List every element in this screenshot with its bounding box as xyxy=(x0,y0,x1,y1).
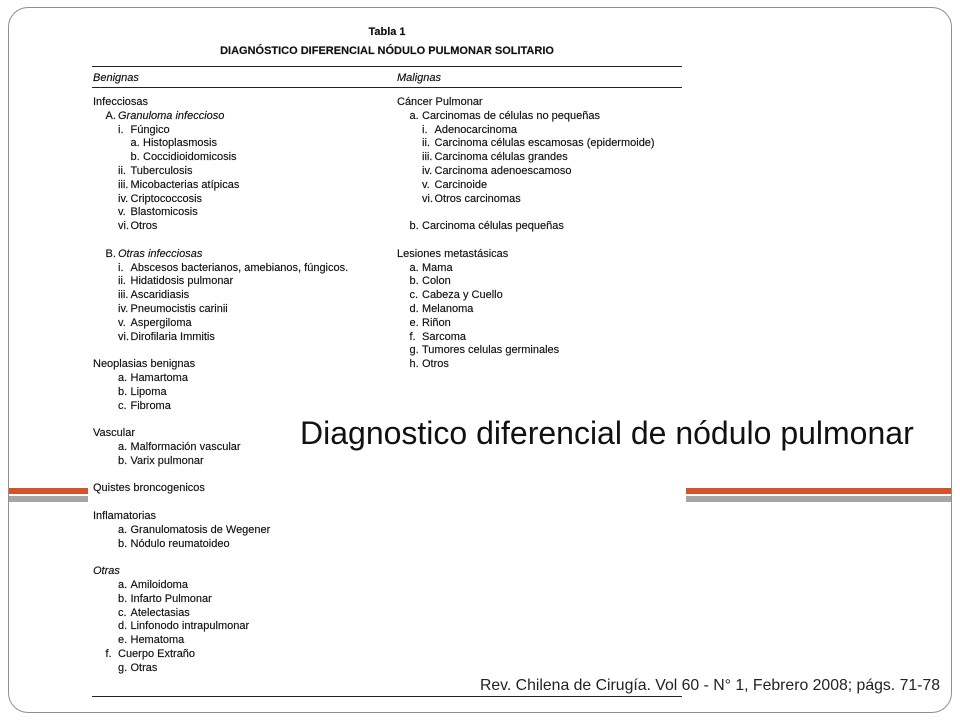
list-item xyxy=(93,289,393,303)
list-item-label: Otros xyxy=(130,220,158,233)
list-marker: v. xyxy=(118,206,126,219)
column-malignas xyxy=(397,96,682,372)
list-item-label: Carcinoma células escamosas (epidermoide) xyxy=(434,137,655,150)
list-item xyxy=(397,151,682,165)
list-marker: f. xyxy=(409,330,416,343)
list-item-label: Cáncer Pulmonar xyxy=(397,96,483,109)
category-heading xyxy=(93,565,393,579)
list-item xyxy=(93,262,393,276)
list-marker: iii. xyxy=(118,289,129,302)
list-marker: iii. xyxy=(118,178,129,191)
list-item xyxy=(93,579,393,593)
list-marker: vi. xyxy=(118,330,129,343)
list-block xyxy=(397,220,682,234)
column-header-malignas: Malignas xyxy=(397,72,442,84)
list-item-label: Micobacterias atípicas xyxy=(130,178,240,191)
list-marker: iii. xyxy=(422,151,433,164)
list-item-label: Atelectasias xyxy=(130,606,190,619)
list-item xyxy=(93,124,393,138)
list-item-label: Nódulo reumatoideo xyxy=(130,537,230,550)
list-marker: g. xyxy=(118,661,128,674)
list-marker: a. xyxy=(118,441,128,454)
category-heading xyxy=(93,482,393,496)
list-item xyxy=(397,303,682,317)
list-marker: a. xyxy=(118,372,128,385)
table-header-rule xyxy=(92,87,682,88)
list-item xyxy=(93,620,393,634)
list-item xyxy=(93,331,393,345)
list-marker: a. xyxy=(409,109,419,122)
list-item xyxy=(397,275,682,289)
source-citation: Rev. Chilena de Cirugía. Vol 60 - N° 1, Febrero 2008; págs. 71-78 xyxy=(479,677,940,694)
list-item-label: Carcinoide xyxy=(434,178,488,191)
list-marker: e. xyxy=(409,316,419,329)
list-marker: c. xyxy=(118,399,127,412)
list-marker: g. xyxy=(409,344,419,357)
list-marker: i. xyxy=(422,123,428,136)
list-marker: i. xyxy=(118,261,124,274)
list-item-label: Fibroma xyxy=(130,399,171,412)
list-marker: vi. xyxy=(422,192,433,205)
list-item-label: Criptococcosis xyxy=(130,192,203,205)
list-item xyxy=(93,137,393,151)
list-marker: a. xyxy=(118,523,128,536)
list-item xyxy=(93,206,393,220)
list-item xyxy=(93,538,393,552)
list-item xyxy=(93,303,393,317)
list-item-label: Cuerpo Extraño xyxy=(118,647,196,660)
list-item-label: Tumores celulas germinales xyxy=(422,344,560,357)
list-item-label: Pneumocistis carinii xyxy=(130,303,228,316)
list-item-label: Ascaridiasis xyxy=(130,289,190,302)
list-marker: ii. xyxy=(118,275,126,288)
list-marker: c. xyxy=(118,606,127,619)
table-title: DIAGNÓSTICO DIFERENCIAL NÓDULO PULMONAR SOLITARIO xyxy=(220,45,554,57)
list-item-label: Lesiones metastásicas xyxy=(397,247,509,260)
list-marker: ii. xyxy=(422,137,430,150)
list-item-label: Sarcoma xyxy=(422,330,467,343)
list-marker: iv. xyxy=(118,303,129,316)
list-marker: b. xyxy=(409,275,419,288)
list-block xyxy=(93,248,393,345)
list-item xyxy=(397,193,682,207)
category-heading xyxy=(397,248,682,262)
list-item-label: Blastomicosis xyxy=(130,206,198,219)
list-item-label: Hamartoma xyxy=(130,372,188,385)
list-item-label: Melanoma xyxy=(422,303,474,316)
list-item xyxy=(93,248,393,262)
list-item xyxy=(397,358,682,372)
list-item xyxy=(397,165,682,179)
list-item-label: Otras xyxy=(130,661,158,674)
list-item xyxy=(93,593,393,607)
list-marker: b. xyxy=(130,151,140,164)
list-item xyxy=(93,607,393,621)
list-item xyxy=(93,524,393,538)
list-block xyxy=(93,565,393,675)
list-marker: b. xyxy=(118,537,128,550)
list-item xyxy=(93,110,393,124)
list-item-label: Amiloidoma xyxy=(130,578,188,591)
list-item xyxy=(93,275,393,289)
list-item-label: Otras infecciosas xyxy=(118,247,203,260)
list-item-label: Cabeza y Cuello xyxy=(422,289,503,302)
list-item xyxy=(93,220,393,234)
list-item xyxy=(93,386,393,400)
list-item-label: Carcinoma células pequeñas xyxy=(422,220,564,233)
list-marker: i. xyxy=(118,123,124,136)
list-marker: v. xyxy=(118,316,126,329)
list-item-label: Adenocarcinoma xyxy=(434,123,518,136)
list-item xyxy=(397,262,682,276)
list-marker: c. xyxy=(409,289,419,302)
list-item-label: Carcinoma células grandes xyxy=(434,151,568,164)
category-heading xyxy=(93,358,393,372)
list-item-label: Lipoma xyxy=(130,385,167,398)
category-heading xyxy=(93,510,393,524)
list-item-label: Infecciosas xyxy=(93,96,149,109)
list-marker: b. xyxy=(118,454,128,467)
list-marker: b. xyxy=(118,592,128,605)
list-item-label: Hematoma xyxy=(130,634,185,647)
list-item-label: Varix pulmonar xyxy=(130,454,204,467)
list-marker: b. xyxy=(118,385,128,398)
list-marker: a. xyxy=(118,578,128,591)
list-item xyxy=(397,331,682,345)
list-item xyxy=(93,372,393,386)
list-marker: b. xyxy=(409,220,419,233)
list-marker: e. xyxy=(118,634,128,647)
list-marker: a. xyxy=(130,137,140,150)
list-item-label: Fúngico xyxy=(130,123,170,136)
column-benignas xyxy=(93,96,393,675)
list-item-label: Carcinomas de células no pequeñas xyxy=(422,109,600,122)
list-block xyxy=(93,96,393,234)
table-top-rule xyxy=(92,66,682,67)
list-marker: vi. xyxy=(118,220,129,233)
list-item xyxy=(93,317,393,331)
list-marker: f. xyxy=(105,647,112,660)
list-item xyxy=(397,137,682,151)
slide-title: Diagnostico diferencial de nódulo pulmonar xyxy=(300,415,914,451)
list-item-label: Malformación vascular xyxy=(130,441,241,454)
list-item xyxy=(93,648,393,662)
table-image xyxy=(88,14,686,704)
list-item-label: Neoplasias benignas xyxy=(93,358,196,371)
list-marker: ii. xyxy=(118,165,126,178)
list-item-label: Granuloma infeccioso xyxy=(118,109,225,122)
list-block xyxy=(93,482,393,496)
list-item-label: Otras xyxy=(93,565,120,578)
list-item xyxy=(397,220,682,234)
list-item-label: Inflamatorias xyxy=(93,510,156,522)
list-item-label: Quistes broncogenicos xyxy=(93,482,205,495)
list-item-label: Histoplasmosis xyxy=(143,137,217,150)
list-item-label: Mama xyxy=(422,261,453,274)
list-marker: B. xyxy=(105,247,116,260)
list-item xyxy=(397,124,682,138)
list-item xyxy=(93,662,393,676)
list-marker: h. xyxy=(409,358,419,371)
list-item-label: Riñon xyxy=(422,316,451,329)
list-item xyxy=(93,179,393,193)
list-item xyxy=(397,289,682,303)
list-item xyxy=(93,455,393,469)
list-item-label: Vascular xyxy=(93,427,135,440)
list-item-label: Granulomatosis de Wegener xyxy=(130,523,271,536)
list-item xyxy=(397,317,682,331)
list-marker: A. xyxy=(105,109,116,122)
list-item-label: Otros carcinomas xyxy=(434,192,521,205)
list-item xyxy=(397,344,682,358)
list-item-label: Linfonodo intrapulmonar xyxy=(130,620,250,633)
list-marker: iv. xyxy=(422,165,433,178)
list-item-label: Otros xyxy=(422,358,449,371)
category-heading xyxy=(397,96,682,110)
list-item-label: Coccidioidomicosis xyxy=(143,151,237,164)
list-item xyxy=(397,179,682,193)
list-item-label: Abscesos bacterianos, amebianos, fúngicos. xyxy=(130,261,349,274)
list-item-label: Carcinoma adenoescamoso xyxy=(434,165,572,178)
list-item-label: Hidatidosis pulmonar xyxy=(130,275,234,288)
list-item xyxy=(93,193,393,207)
list-marker: v. xyxy=(422,178,430,191)
list-item-label: Dirofilaria Immitis xyxy=(130,330,215,343)
list-item xyxy=(397,110,682,124)
list-item xyxy=(93,400,393,414)
list-block xyxy=(397,248,682,372)
list-marker: d. xyxy=(118,620,128,633)
list-item-label: Infarto Pulmonar xyxy=(130,592,212,605)
list-item xyxy=(93,634,393,648)
table-label: Tabla 1 xyxy=(368,26,406,38)
table-bottom-rule xyxy=(92,696,682,697)
list-block xyxy=(93,510,393,551)
list-item-label: Tuberculosis xyxy=(130,165,193,178)
list-block xyxy=(397,96,682,206)
list-item xyxy=(93,165,393,179)
list-item-label: Colon xyxy=(422,275,451,288)
list-item-label: Aspergiloma xyxy=(130,316,192,329)
list-marker: iv. xyxy=(118,192,129,205)
list-block xyxy=(93,358,393,413)
category-heading xyxy=(93,96,393,110)
list-marker: a. xyxy=(409,261,419,274)
list-marker: d. xyxy=(409,303,419,316)
column-header-benignas: Benignas xyxy=(93,72,139,84)
list-item xyxy=(93,151,393,165)
